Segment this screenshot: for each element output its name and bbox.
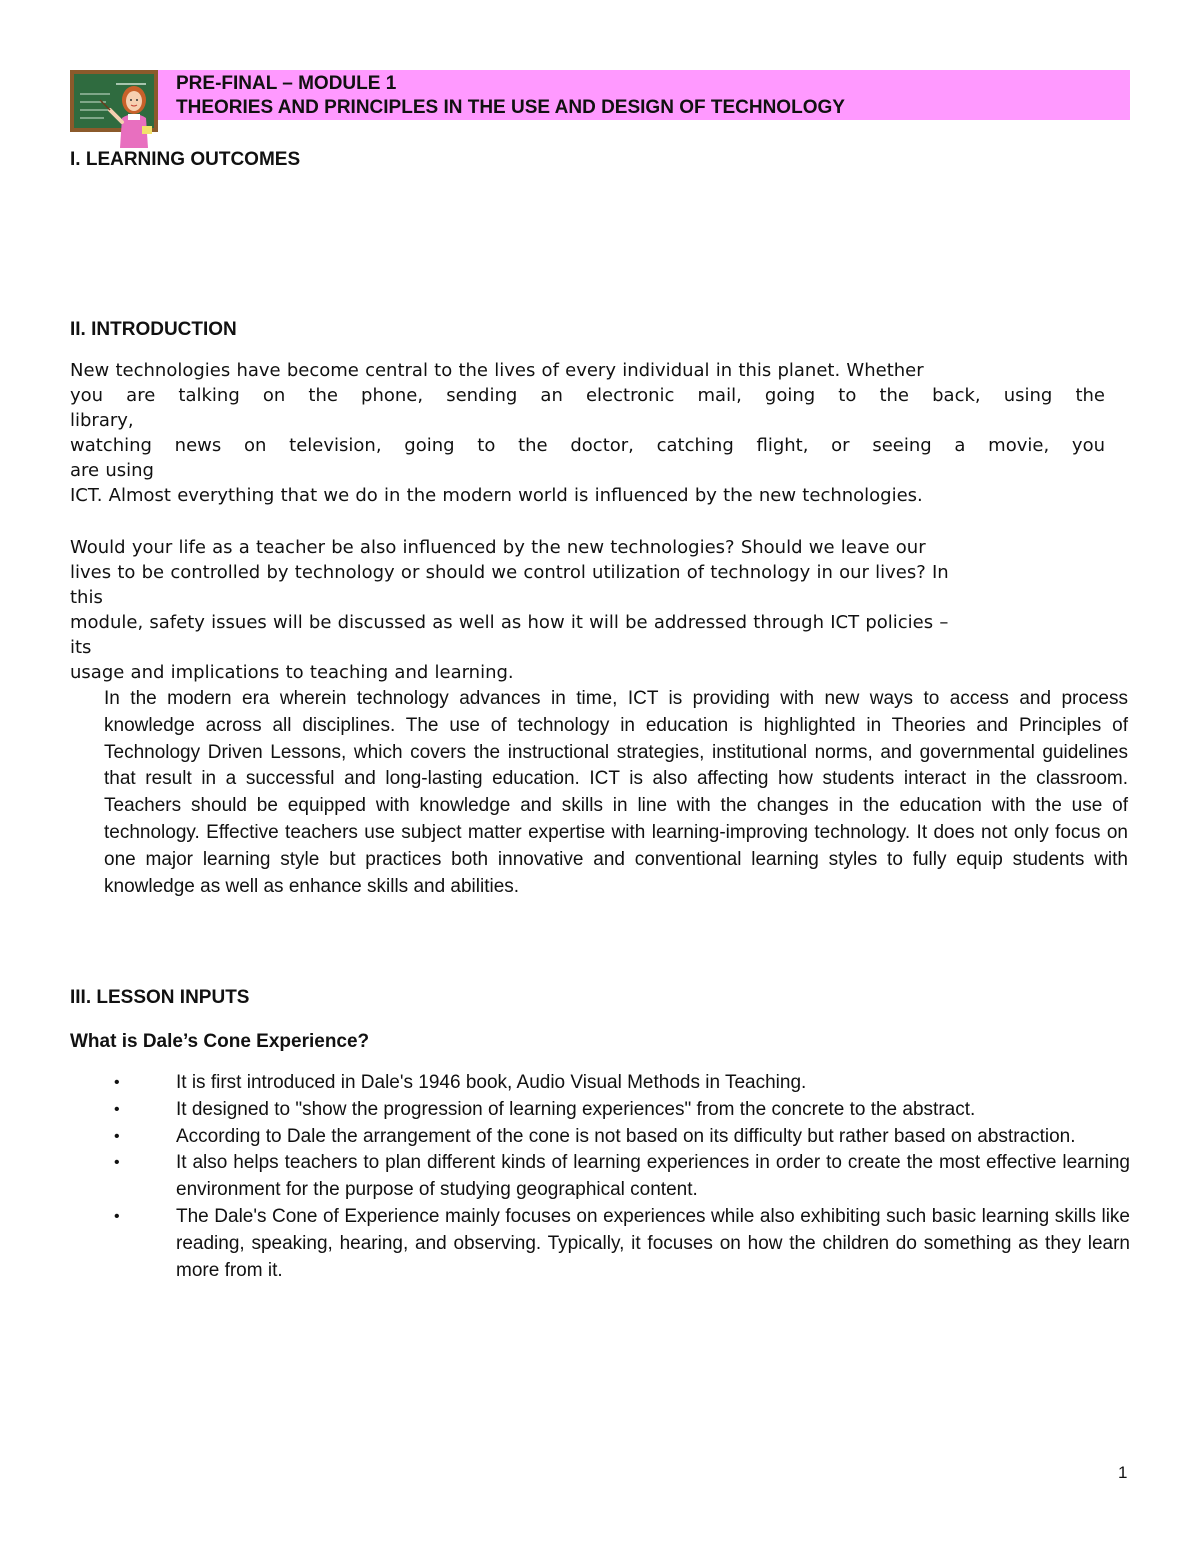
intro-line: its: [70, 637, 92, 658]
intro-line: you are talking on the phone, sending an electronic mail, going to the back, using the: [70, 385, 1105, 406]
bullet-icon: •: [114, 1127, 120, 1145]
bullet-item: [70, 1204, 1130, 1284]
intro-line: New technologies have become central to the lives of every individual in this planet. Whether: [70, 360, 924, 381]
bullet-text: It is first introduced in Dale's 1946 book, Audio Visual Methods in Teaching.: [176, 1072, 807, 1093]
bullet-text: The Dale's Cone of Experience mainly focuses on experiences while also exhibiting such basic learning skills like reading, speaking, hearing, and observing. Typically, it focuses on how the children do something as they learn more from it.: [176, 1205, 1130, 1281]
intro-line: library,: [70, 410, 134, 431]
bullet-item: [70, 1070, 1130, 1097]
intro-line: usage and implications to teaching and learning.: [70, 662, 514, 683]
bullet-text: It designed to "show the progression of learning experiences" from the concrete to the abstract.: [176, 1098, 976, 1120]
bullet-icon: •: [114, 1154, 120, 1172]
bullet-list: [70, 1070, 1130, 1284]
bullet-icon: •: [114, 1074, 120, 1091]
bullet-item: [70, 1150, 1130, 1204]
teacher-illustration: [70, 70, 158, 148]
bullet-item: [70, 1097, 1130, 1124]
intro-paragraph-2: [70, 535, 1105, 685]
module-label: PRE-FINAL – MODULE 1: [176, 73, 397, 94]
intro-line: watching news on television, going to the doctor, catching flight, or seeing a movie, you: [70, 435, 1105, 456]
bullet-icon: •: [114, 1207, 120, 1225]
section-heading-lesson-inputs: III. LESSON INPUTS: [70, 987, 250, 1008]
intro-line: this: [70, 587, 103, 608]
intro-paragraph-3: In the modern era wherein technology advances in time, ICT is providing with new ways to access and process knowledge across all disciplines. The use of technology in education is highlighted in Theories and Principles of Technology Driven Lessons, which covers the instructional strategies, institutional norms, and governmental guidelines that result in a successful and long-lasting education. ICT is also affecting how students interact in the classroom. Teachers should be equipped with knowledge and skills in line with the changes in the education with the use of technology. Effective teachers use subject matter expertise with learning-improving technology. It does not only focus on one major learning style but practices both innovative and conventional learning styles to fully equip students with knowledge as well as enhance skills and abilities.: [104, 688, 1128, 897]
lesson-question: What is Dale’s Cone Experience?: [70, 1031, 370, 1052]
section-heading-introduction: II. INTRODUCTION: [70, 319, 237, 340]
intro-line: Would your life as a teacher be also influenced by the new technologies? Should we leave our: [70, 537, 926, 558]
intro-paragraph-1: [70, 358, 1105, 508]
bullet-text: It also helps teachers to plan different kinds of learning experiences in order to create the most effective learning environment for the purpose of studying geographical content.: [176, 1152, 1130, 1201]
page-number: 1: [1118, 1463, 1128, 1482]
header-title-block: [176, 72, 1126, 120]
intro-line: are using: [70, 460, 154, 481]
section-heading-learning-outcomes: I. LEARNING OUTCOMES: [70, 149, 301, 170]
intro-line: ICT. Almost everything that we do in the modern world is influenced by the new technologies.: [70, 485, 923, 506]
bullet-item: [70, 1124, 1130, 1151]
intro-line: lives to be controlled by technology or should we control utilization of technology in our lives? In: [70, 562, 949, 583]
intro-line: module, safety issues will be discussed as well as how it will be addressed through ICT policies –: [70, 612, 949, 633]
bullet-icon: •: [114, 1100, 120, 1118]
module-title: THEORIES AND PRINCIPLES IN THE USE AND DESIGN OF TECHNOLOGY: [176, 97, 845, 118]
bullet-text: According to Dale the arrangement of the cone is not based on its difficulty but rather based on abstraction.: [176, 1125, 1076, 1147]
